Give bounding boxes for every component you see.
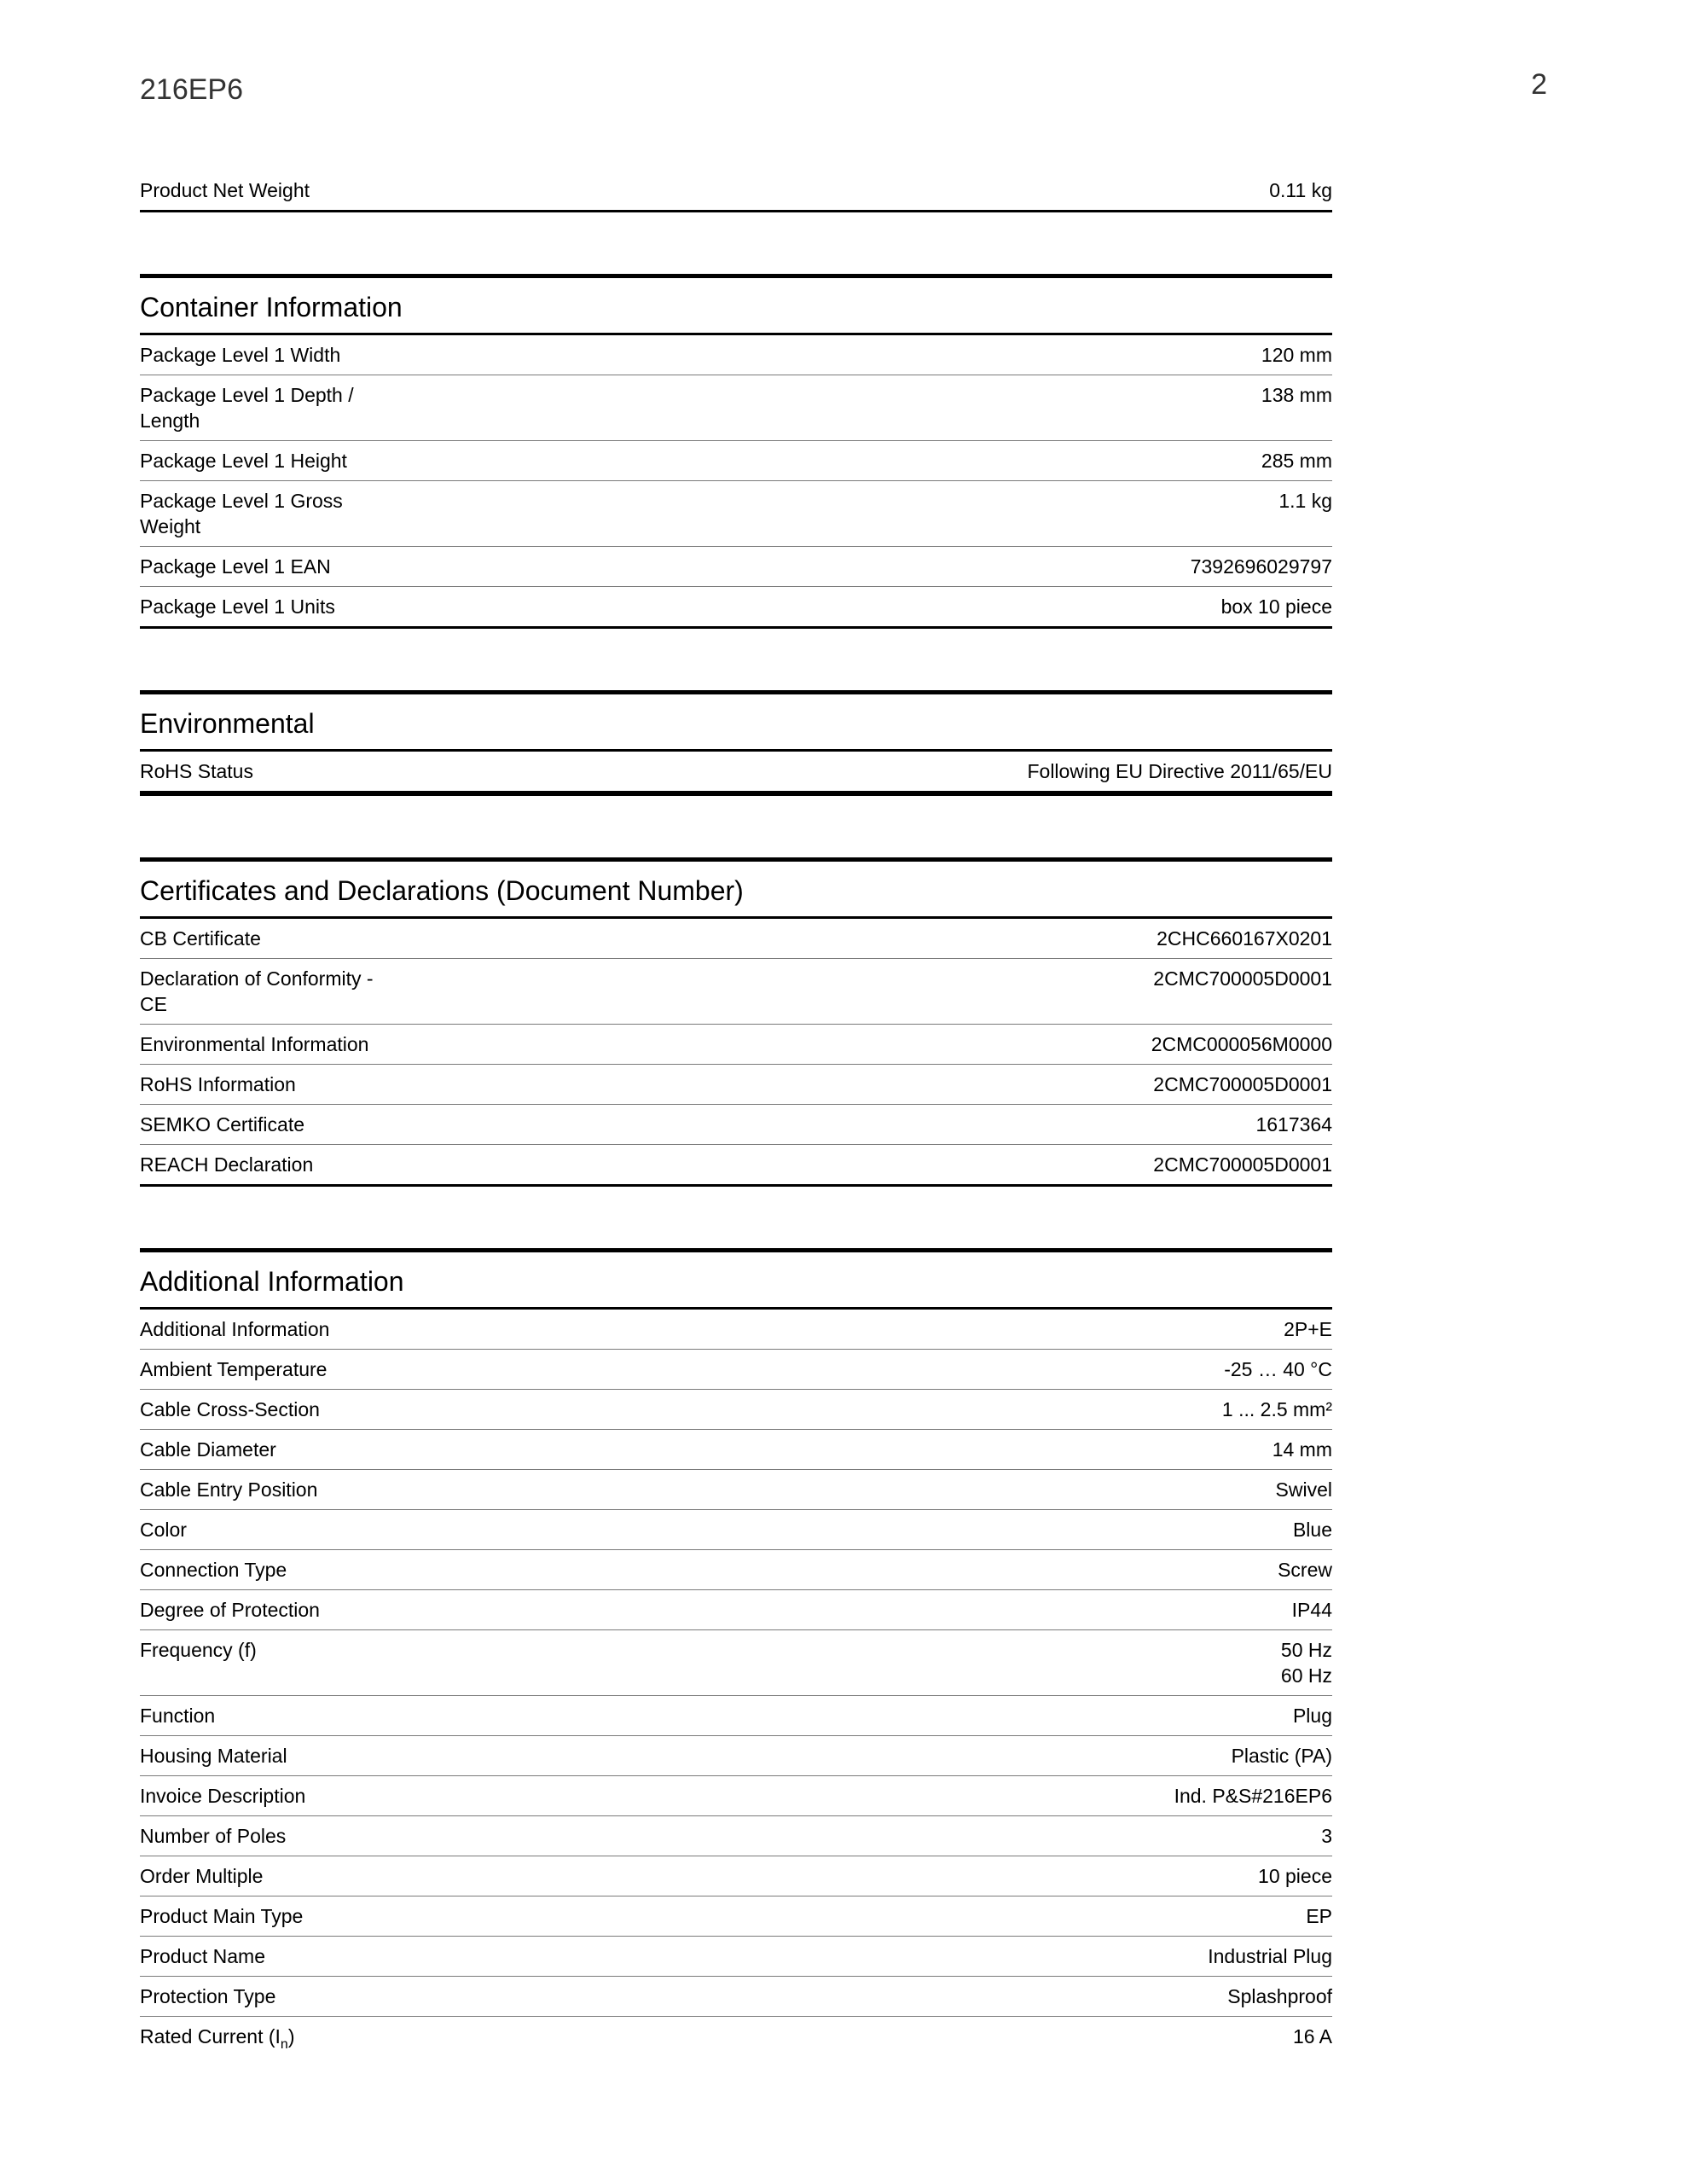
row-label: Function: [140, 1705, 216, 1727]
row-label: Invoice Description: [140, 1785, 306, 1807]
row-value: -25 … 40 °C: [1224, 1358, 1332, 1380]
row-label: Connection Type: [140, 1559, 287, 1581]
row-value: 2CMC700005D0001: [1153, 1153, 1332, 1176]
row-label: Package Level 1 Height: [140, 450, 347, 472]
row-value: 7392696029797: [1190, 555, 1332, 578]
section-title: Additional Information: [140, 1252, 1332, 1310]
row-label: Package Level 1 Width: [140, 344, 341, 366]
row-label: Color: [140, 1519, 187, 1541]
environmental-section: [140, 690, 1332, 796]
row-value: [1281, 1637, 1332, 1688]
table-row: [140, 919, 1332, 959]
row-label: Package Level 1 Gross Weight: [140, 490, 343, 537]
row-value: 2CHC660167X0201: [1157, 927, 1332, 950]
table-row: [140, 1696, 1332, 1736]
table-row: [140, 1145, 1332, 1187]
row-value: Ind. P&S#216EP6: [1174, 1785, 1332, 1807]
table-row: [140, 2017, 1332, 2065]
row-label: Protection Type: [140, 1985, 276, 2007]
row-label: Cable Diameter: [140, 1438, 276, 1461]
row-value: 138 mm: [1261, 384, 1332, 406]
row-value: 3: [1321, 1825, 1332, 1847]
table-row: [140, 752, 1332, 796]
row-label: Product Main Type: [140, 1905, 304, 1927]
label-text-end: ): [287, 2025, 295, 2048]
table-row: [140, 1776, 1332, 1816]
container-information-section: [140, 274, 1332, 629]
table-row: [140, 1470, 1332, 1510]
table-row: [140, 441, 1332, 481]
additional-information-section: [140, 1248, 1332, 2065]
row-value: Screw: [1278, 1559, 1332, 1581]
table-row: [140, 1350, 1332, 1390]
section-title: Environmental: [140, 694, 1332, 752]
table-row: [140, 481, 1332, 547]
row-label: [140, 2024, 294, 2058]
row-label: SEMKO Certificate: [140, 1113, 304, 1136]
row-label: Number of Poles: [140, 1825, 287, 1847]
table-row: [140, 1065, 1332, 1105]
label-text: Rated Current (I: [140, 2025, 281, 2048]
row-value: Plug: [1292, 1705, 1332, 1727]
table-row: [140, 587, 1332, 629]
row-value: Splashproof: [1227, 1985, 1332, 2007]
certificates-section: [140, 857, 1332, 1187]
row-label: Cable Entry Position: [140, 1478, 318, 1501]
product-code: 216EP6: [140, 73, 243, 106]
row-label: Cable Cross-Section: [140, 1398, 320, 1420]
row-label: Order Multiple: [140, 1865, 264, 1887]
net-weight-row: [140, 171, 1332, 212]
table-row: [140, 959, 1332, 1025]
row-value: 1617364: [1255, 1113, 1332, 1136]
row-value: 285 mm: [1261, 450, 1332, 472]
row-value: Industrial Plug: [1208, 1945, 1332, 1967]
row-label: Package Level 1 EAN: [140, 555, 331, 578]
row-label: RoHS Information: [140, 1073, 296, 1095]
table-row: [140, 1856, 1332, 1896]
table-row: [140, 1025, 1332, 1065]
table-row: [140, 547, 1332, 587]
row-label: Package Level 1 Depth / Length: [140, 384, 354, 432]
row-label: Ambient Temperature: [140, 1358, 328, 1380]
row-label: Product Net Weight: [140, 179, 310, 201]
row-label: Housing Material: [140, 1745, 287, 1767]
row-value: 16 A: [1292, 2025, 1332, 2048]
row-value: 0.11 kg: [1269, 179, 1332, 201]
row-label: RoHS Status: [140, 760, 253, 782]
page-number: 2: [1531, 68, 1547, 101]
table-row: [140, 1736, 1332, 1776]
row-label: Degree of Protection: [140, 1599, 320, 1621]
section-title: Container Information: [140, 278, 1332, 335]
row-label: Package Level 1 Units: [140, 595, 335, 618]
table-row: [140, 1310, 1332, 1350]
row-label: Frequency (f): [140, 1639, 257, 1661]
row-label: Declaration of Conformity - CE: [140, 967, 374, 1015]
row-label: REACH Declaration: [140, 1153, 314, 1176]
table-row: [140, 1430, 1332, 1470]
table-row: [140, 1105, 1332, 1145]
table-row: [140, 1390, 1332, 1430]
row-value: box 10 piece: [1220, 595, 1332, 618]
row-value: 2CMC700005D0001: [1153, 1073, 1332, 1095]
row-value: 1 ... 2.5 mm²: [1221, 1398, 1332, 1420]
row-value: Plastic (PA): [1231, 1745, 1332, 1767]
section-title: Certificates and Declarations (Document Number): [140, 862, 1332, 919]
row-value: 2CMC700005D0001: [1153, 967, 1332, 990]
row-value: 2CMC000056M0000: [1151, 1033, 1332, 1055]
table-row: [140, 1510, 1332, 1550]
label-subscript: n: [280, 2037, 288, 2052]
row-label: Environmental Information: [140, 1033, 369, 1055]
row-value: Blue: [1292, 1519, 1332, 1541]
row-value: 10 piece: [1258, 1865, 1332, 1887]
table-row: [140, 335, 1332, 375]
row-label: CB Certificate: [140, 927, 261, 950]
value-line: 50 Hz: [1280, 1639, 1332, 1661]
row-value: Swivel: [1275, 1478, 1332, 1501]
table-row: [140, 1937, 1332, 1977]
row-value: Following EU Directive 2011/65/EU: [1027, 760, 1332, 782]
row-label: Additional Information: [140, 1318, 330, 1340]
table-row: [140, 1550, 1332, 1590]
table-row: [140, 1590, 1332, 1630]
row-value: EP: [1306, 1905, 1332, 1927]
table-row: [140, 1977, 1332, 2017]
row-label: Product Name: [140, 1945, 266, 1967]
table-row: [140, 375, 1332, 441]
table-row: [140, 1896, 1332, 1937]
row-value: 1.1 kg: [1278, 490, 1332, 512]
value-line: 60 Hz: [1280, 1664, 1332, 1687]
row-value: IP44: [1291, 1599, 1332, 1621]
table-row: [140, 1630, 1332, 1696]
row-value: 120 mm: [1261, 344, 1332, 366]
table-row: [140, 1816, 1332, 1856]
datasheet-content: [140, 171, 1332, 2126]
row-value: 14 mm: [1272, 1438, 1332, 1461]
row-value: 2P+E: [1284, 1318, 1332, 1340]
